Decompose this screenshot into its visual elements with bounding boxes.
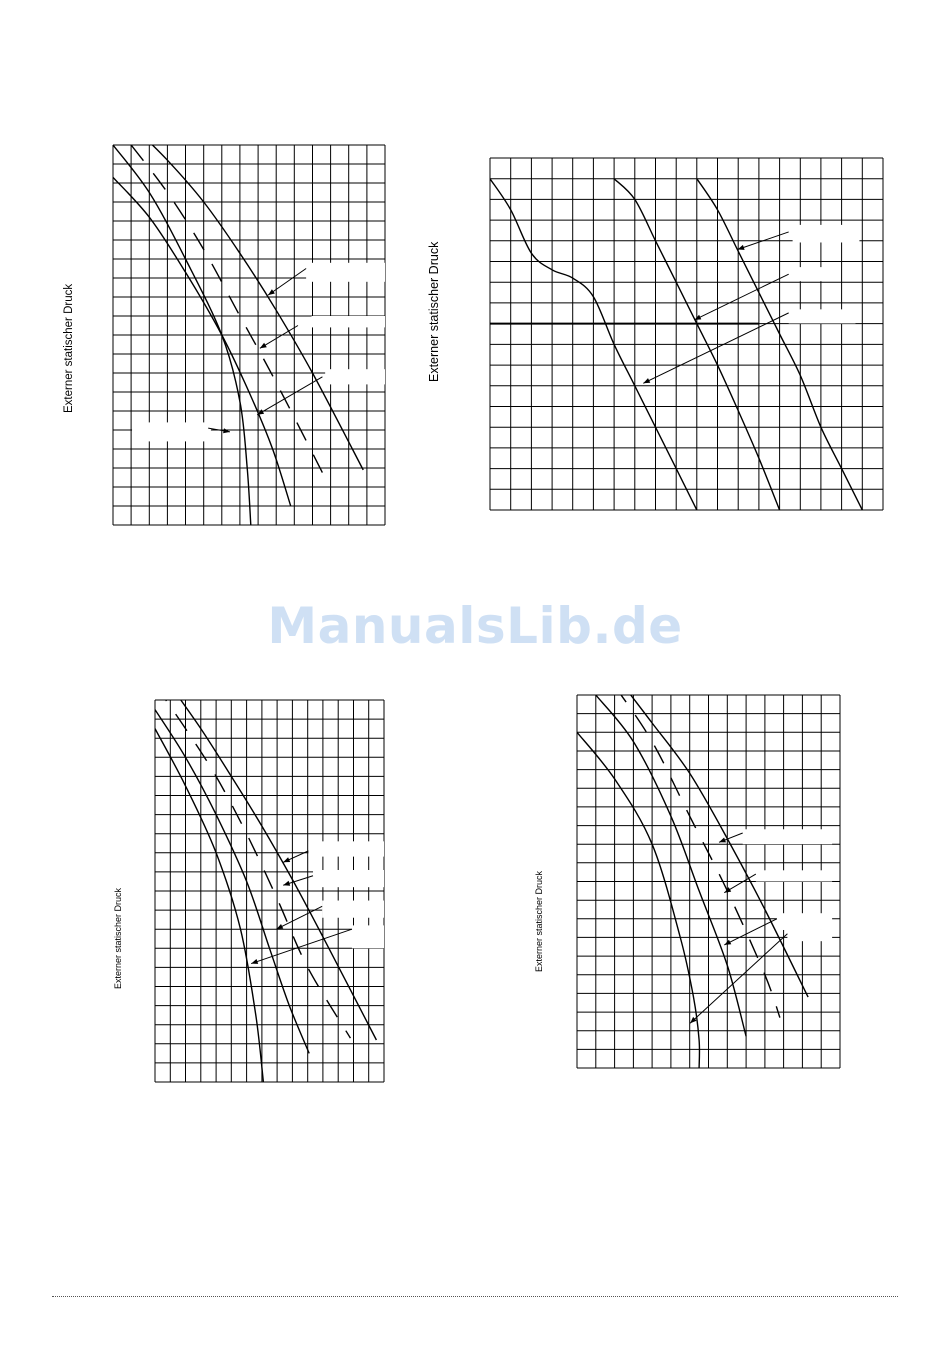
callout-label-box-2: [313, 870, 384, 887]
callout-arrowhead-1: [719, 838, 726, 843]
callout-label-box-3: [325, 369, 385, 384]
fan-curve-chart-2: [480, 145, 900, 525]
series-curve-3: [615, 686, 780, 1018]
callout-leader-1: [268, 269, 306, 296]
footer-divider: [52, 1296, 898, 1297]
callout-arrowhead-4: [251, 959, 258, 964]
callout-arrowhead-1: [283, 857, 290, 862]
callout-leader-4: [690, 934, 787, 1024]
callout-label-box-3: [322, 901, 384, 918]
callout-label-box-1: [793, 225, 860, 243]
fan-curve-chart-3: [145, 690, 400, 1095]
callout-label-box-2: [312, 316, 385, 327]
callout-label-box-4: [787, 930, 832, 941]
callout-label-box-4: [132, 422, 211, 441]
callout-arrowhead-1: [268, 289, 275, 295]
y-axis-label-chart-3: Externer statischer Druck: [113, 887, 123, 989]
watermark: ManualsLib.de: [267, 597, 683, 655]
y-axis-label-chart-1: Externer statischer Druck: [63, 283, 75, 413]
series-curve-1: [155, 729, 263, 1082]
callout-label-box-3: [777, 913, 832, 930]
callout-label-box-4: [352, 925, 384, 948]
y-axis-label-chart-4: Externer statischer Druck: [534, 870, 544, 972]
callout-arrowhead-2: [260, 343, 267, 349]
callout-label-box-1: [306, 263, 385, 282]
series-curve-2: [155, 710, 309, 1054]
fan-curve-chart-1: [100, 130, 400, 540]
y-axis-label-chart-2: Externer statischer Druck: [427, 241, 441, 382]
callout-label-box-1: [743, 829, 832, 844]
callout-arrowhead-2: [283, 881, 290, 886]
callout-arrowhead-4: [223, 428, 230, 433]
series-curve-2: [113, 177, 291, 506]
callout-label-box-2: [756, 870, 832, 881]
fan-curve-chart-4: [565, 685, 850, 1080]
callout-label-box-2: [789, 267, 836, 281]
callout-leader-2: [694, 274, 788, 320]
callout-arrowhead-3: [643, 378, 650, 383]
callout-label-box-3: [789, 309, 856, 323]
callout-leader-4: [251, 929, 352, 963]
callout-label-box-1: [308, 841, 384, 856]
series-curve-4: [135, 128, 363, 470]
callout-arrowhead-2: [694, 315, 701, 320]
